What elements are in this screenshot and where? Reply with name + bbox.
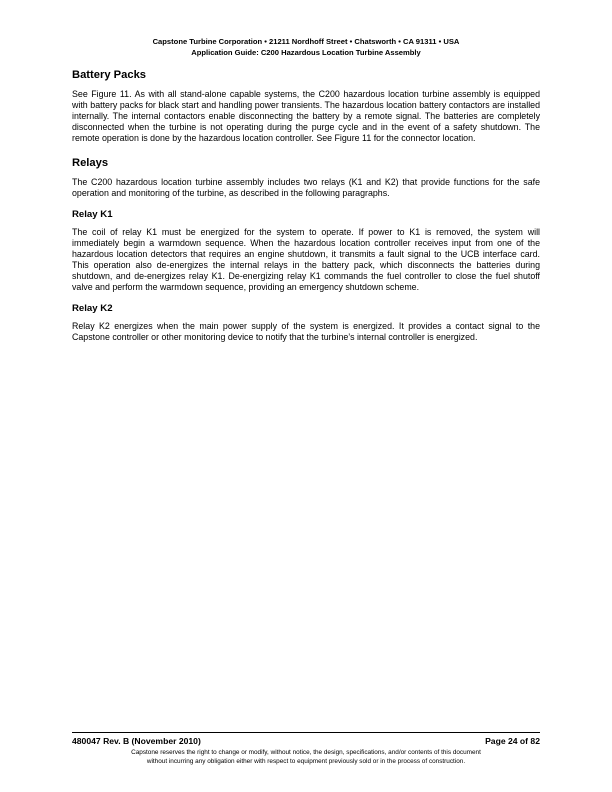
header-guide-title: Application Guide: C200 Hazardous Location Turbine Assembly [191,48,421,57]
disclaimer-line-2: without incurring any obligation either with respect to equipment previously sold or in the process of construction. [146,757,466,765]
page-header [0,36,612,58]
header-company-line: Capstone Turbine Corporation • 21211 Nordhoff Street • Chatsworth • CA 91311 • USA [152,37,460,46]
battery-packs-paragraph: See Figure 11. As with all stand-alone capable systems, the C200 hazardous location turbine assembly is equipped with battery packs for black start and handling power transients. The hazardous location battery contactors are installed internally. The internal contactors enable disconnecting the battery by a remote signal. The batteries are completely disconnected when the turbine is not operating during the purge cycle and in the event of a safety shutdown. The remote operation is done by the hazardous location controller. See Figure 11 for the connector location. [72,89,540,143]
page-footer [72,732,540,766]
document-number: 480047 Rev. B (November 2010) [72,736,201,746]
relays-heading: Relays [72,157,109,169]
relay-k2-paragraph: Relay K2 energizes when the main power supply of the system is energized. It provides a contact signal to the Capstone controller or other monitoring device to notify that the turbine’s internal controller is energized. [72,321,540,342]
battery-packs-heading: Battery Packs [72,69,147,81]
relay-k1-paragraph: The coil of relay K1 must be energized for the system to operate. If power to K1 is removed, the system will immediately begin a warmdown sequence. When the hazardous location controller receives input from one of the hazardous location detectors that requires an engine shutdown, it transmits a fault signal to the UCB interface card. This operation also de-energizes the internal relays in the battery pack, which disconnects the batteries during shutdown, and de-energizes relay K1. De-energizing relay K1 commands the fuel controller to close the fuel shutoff valve and perform the warmdown sequence, providing an emergency shutdown scheme. [72,227,540,292]
document-body [72,68,540,352]
relays-paragraph: The C200 hazardous location turbine assembly includes two relays (K1 and K2) that provide functions for the safe operation and monitoring of the turbine, as described in the following paragraphs. [72,177,540,198]
disclaimer-line-1: Capstone reserves the right to change or modify, without notice, the design, specifications, and/or contents of this document [131,749,481,756]
page-number: Page 24 of 82 [485,736,540,746]
relay-k2-heading: Relay K2 [72,303,113,314]
relay-k1-heading: Relay K1 [72,209,113,220]
footer-disclaimer [72,749,540,766]
